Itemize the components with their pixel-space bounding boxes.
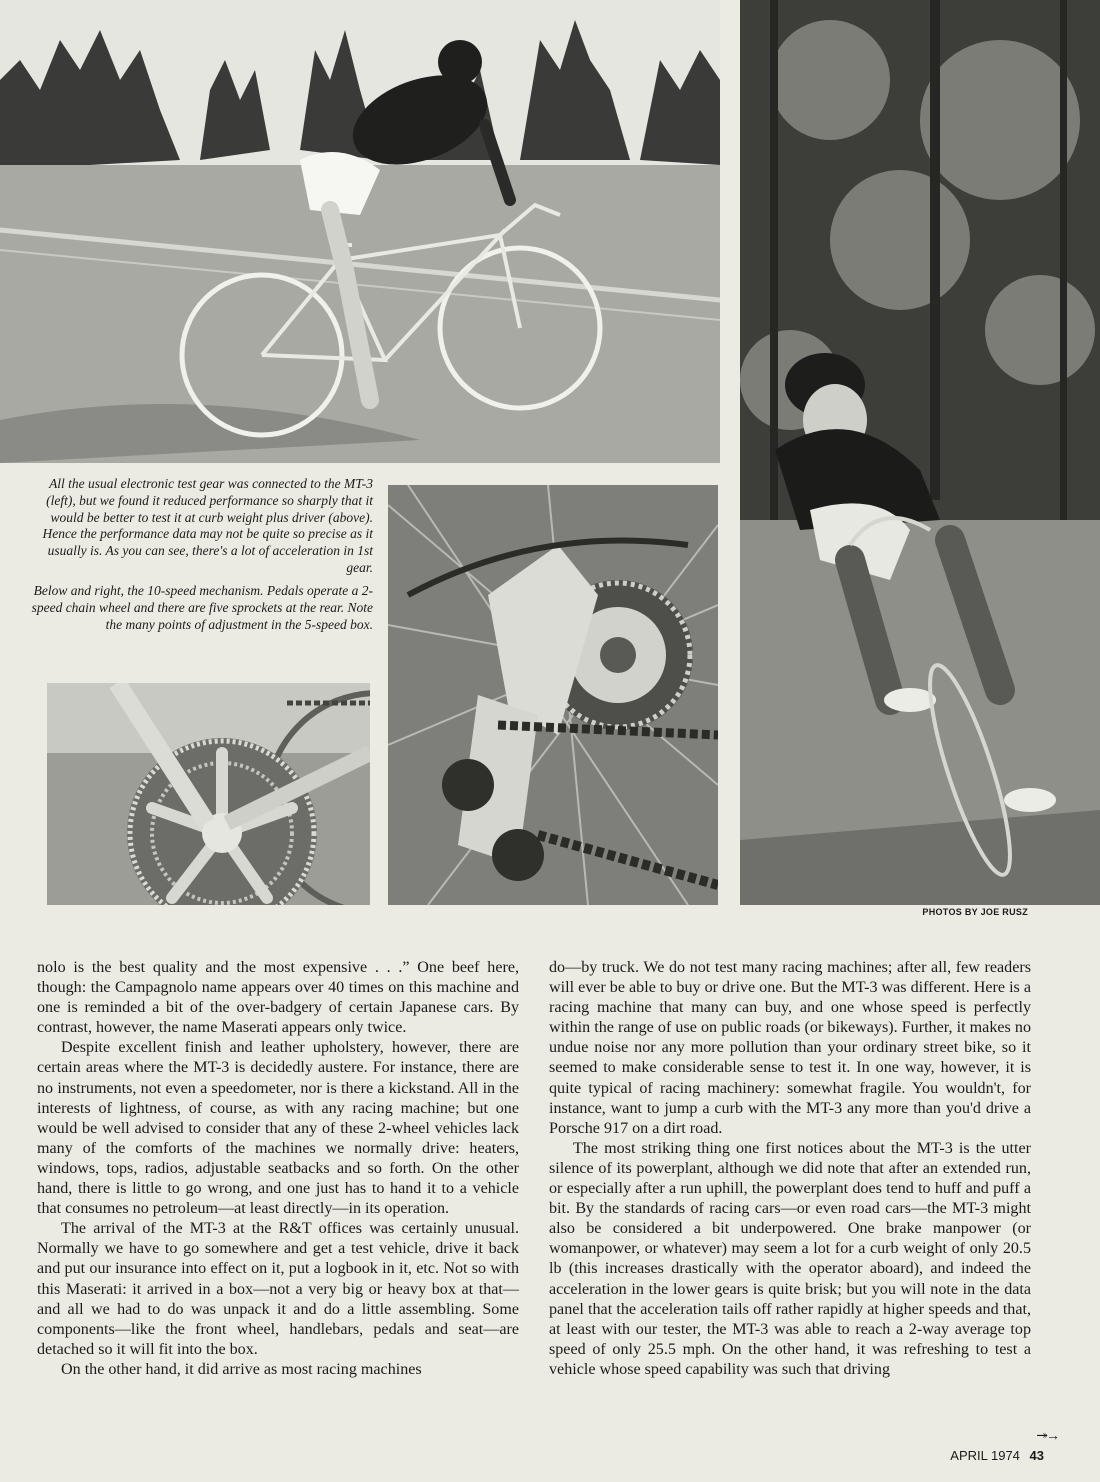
paragraph: On the other hand, it did arrive as most racing machines (61, 1360, 422, 1378)
article-column-right (549, 958, 1031, 1380)
article-column-left (37, 958, 519, 1380)
photo-caption-test-gear: All the usual electronic test gear was connected to the MT-3 (left), but we found it reduced performance so sharply that it would be better to test it at curb weight plus driver (above). Hence the performance data may not be quite so precise as it usually is. As you can see, there's a lot of acceleration in 1st gear. (42, 476, 373, 575)
photo-rider-cornering (740, 0, 1100, 905)
issue-date: APRIL 1974 (950, 1448, 1020, 1463)
photo-rear-derailleur (388, 485, 718, 905)
paragraph: Despite excellent finish and leather upholstery, however, there are certain areas where the MT-3 is decidedly austere. For instance, there are no instruments, not even a speedometer, nor is there a kickstand. All in the interests of lightness, of course, as with any racing machine; but one would be well advised to consider that any of these 2-wheel vehicles lack many of the comforts of the machines we normally drive: heaters, windows, tops, radios, adjustable seatbacks and so forth. On the other hand, there is little to go wrong, and one just has to hand it to a vehicle that consumes no petroleum—at least directly—in its operation. (37, 1039, 519, 1218)
continued-arrow-icon: ↠→ (1036, 1429, 1058, 1444)
photo-chain-wheel (47, 683, 370, 905)
page-number: 43 (1029, 1448, 1044, 1463)
paragraph: The arrival of the MT-3 at the R&T offices was certainly unusual. Normally we have to go somewhere and get a test vehicle, drive it back and put our insurance into effect on it, put a logbook in it, etc. Not so with this Maserati: it arrived in a box—not a very big or heavy box at that—and all we had to do was unpack it and do a little assembling. Some components—like the front wheel, handlebars, pedals and seat—are detached so it will fit into the box. (37, 1220, 519, 1358)
photo-credit: PHOTOS BY JOE RUSZ (922, 907, 1028, 917)
photo-caption-mechanism: Below and right, the 10-speed mechanism. Pedals operate a 2-speed chain wheel and there are five sprockets at the rear. Note the many points of adjustment in the 5-speed box. (31, 583, 373, 632)
paragraph: do—by truck. We do not test many racing machines; after all, few readers will ever be able to buy or drive one. But the MT-3 was different. Here is a racing machine that many can buy, and one whose speed is perfectly within the range of use on public roads (or bikeways). Further, it makes no undue noise nor any more pollution than your ordinary street bike, so it seemed to make considerable sense to test it. In one way, however, it is quite typical of racing machinery: somewhat fragile. You wouldn't, for instance, want to jump a curb with the MT-3 any more than you'd drive a Porsche 917 on a dirt road. (549, 959, 1031, 1137)
photo-rider-on-track (0, 0, 720, 463)
paragraph: The most striking thing one first notices about the MT-3 is the utter silence of its powerplant, although we did note that after an extended run, or especially after a run uphill, the powerplant does tend to huff and puff a bit. By the standards of racing cars—or even road cars—the MT-3 might also be considered a bit underpowered. One brake manpower (or womanpower, or whatever) may seem a lot for a curb weight of only 20.5 lb (this increases drastically with the operator aboard), and indeed the acceleration in the lower gears is quite brisk; but you will note in the data panel that the acceleration tails off rather rapidly at higher speeds and that, at least with our tester, the MT-3 was able to reach a 2-way average top speed of only 25.5 mph. On the other hand, it was refreshing to test a vehicle whose speed capability was such that driving (549, 1139, 1031, 1378)
page-footer (950, 1448, 1044, 1463)
paragraph: nolo is the best quality and the most expensive . . .” One beef here, though: the Campagnolo name appears over 40 times on this machine and one is reminded a bit of the over-badgery of certain Japanese cars. By contrast, however, the name Maserati appears only twice. (37, 959, 519, 1037)
